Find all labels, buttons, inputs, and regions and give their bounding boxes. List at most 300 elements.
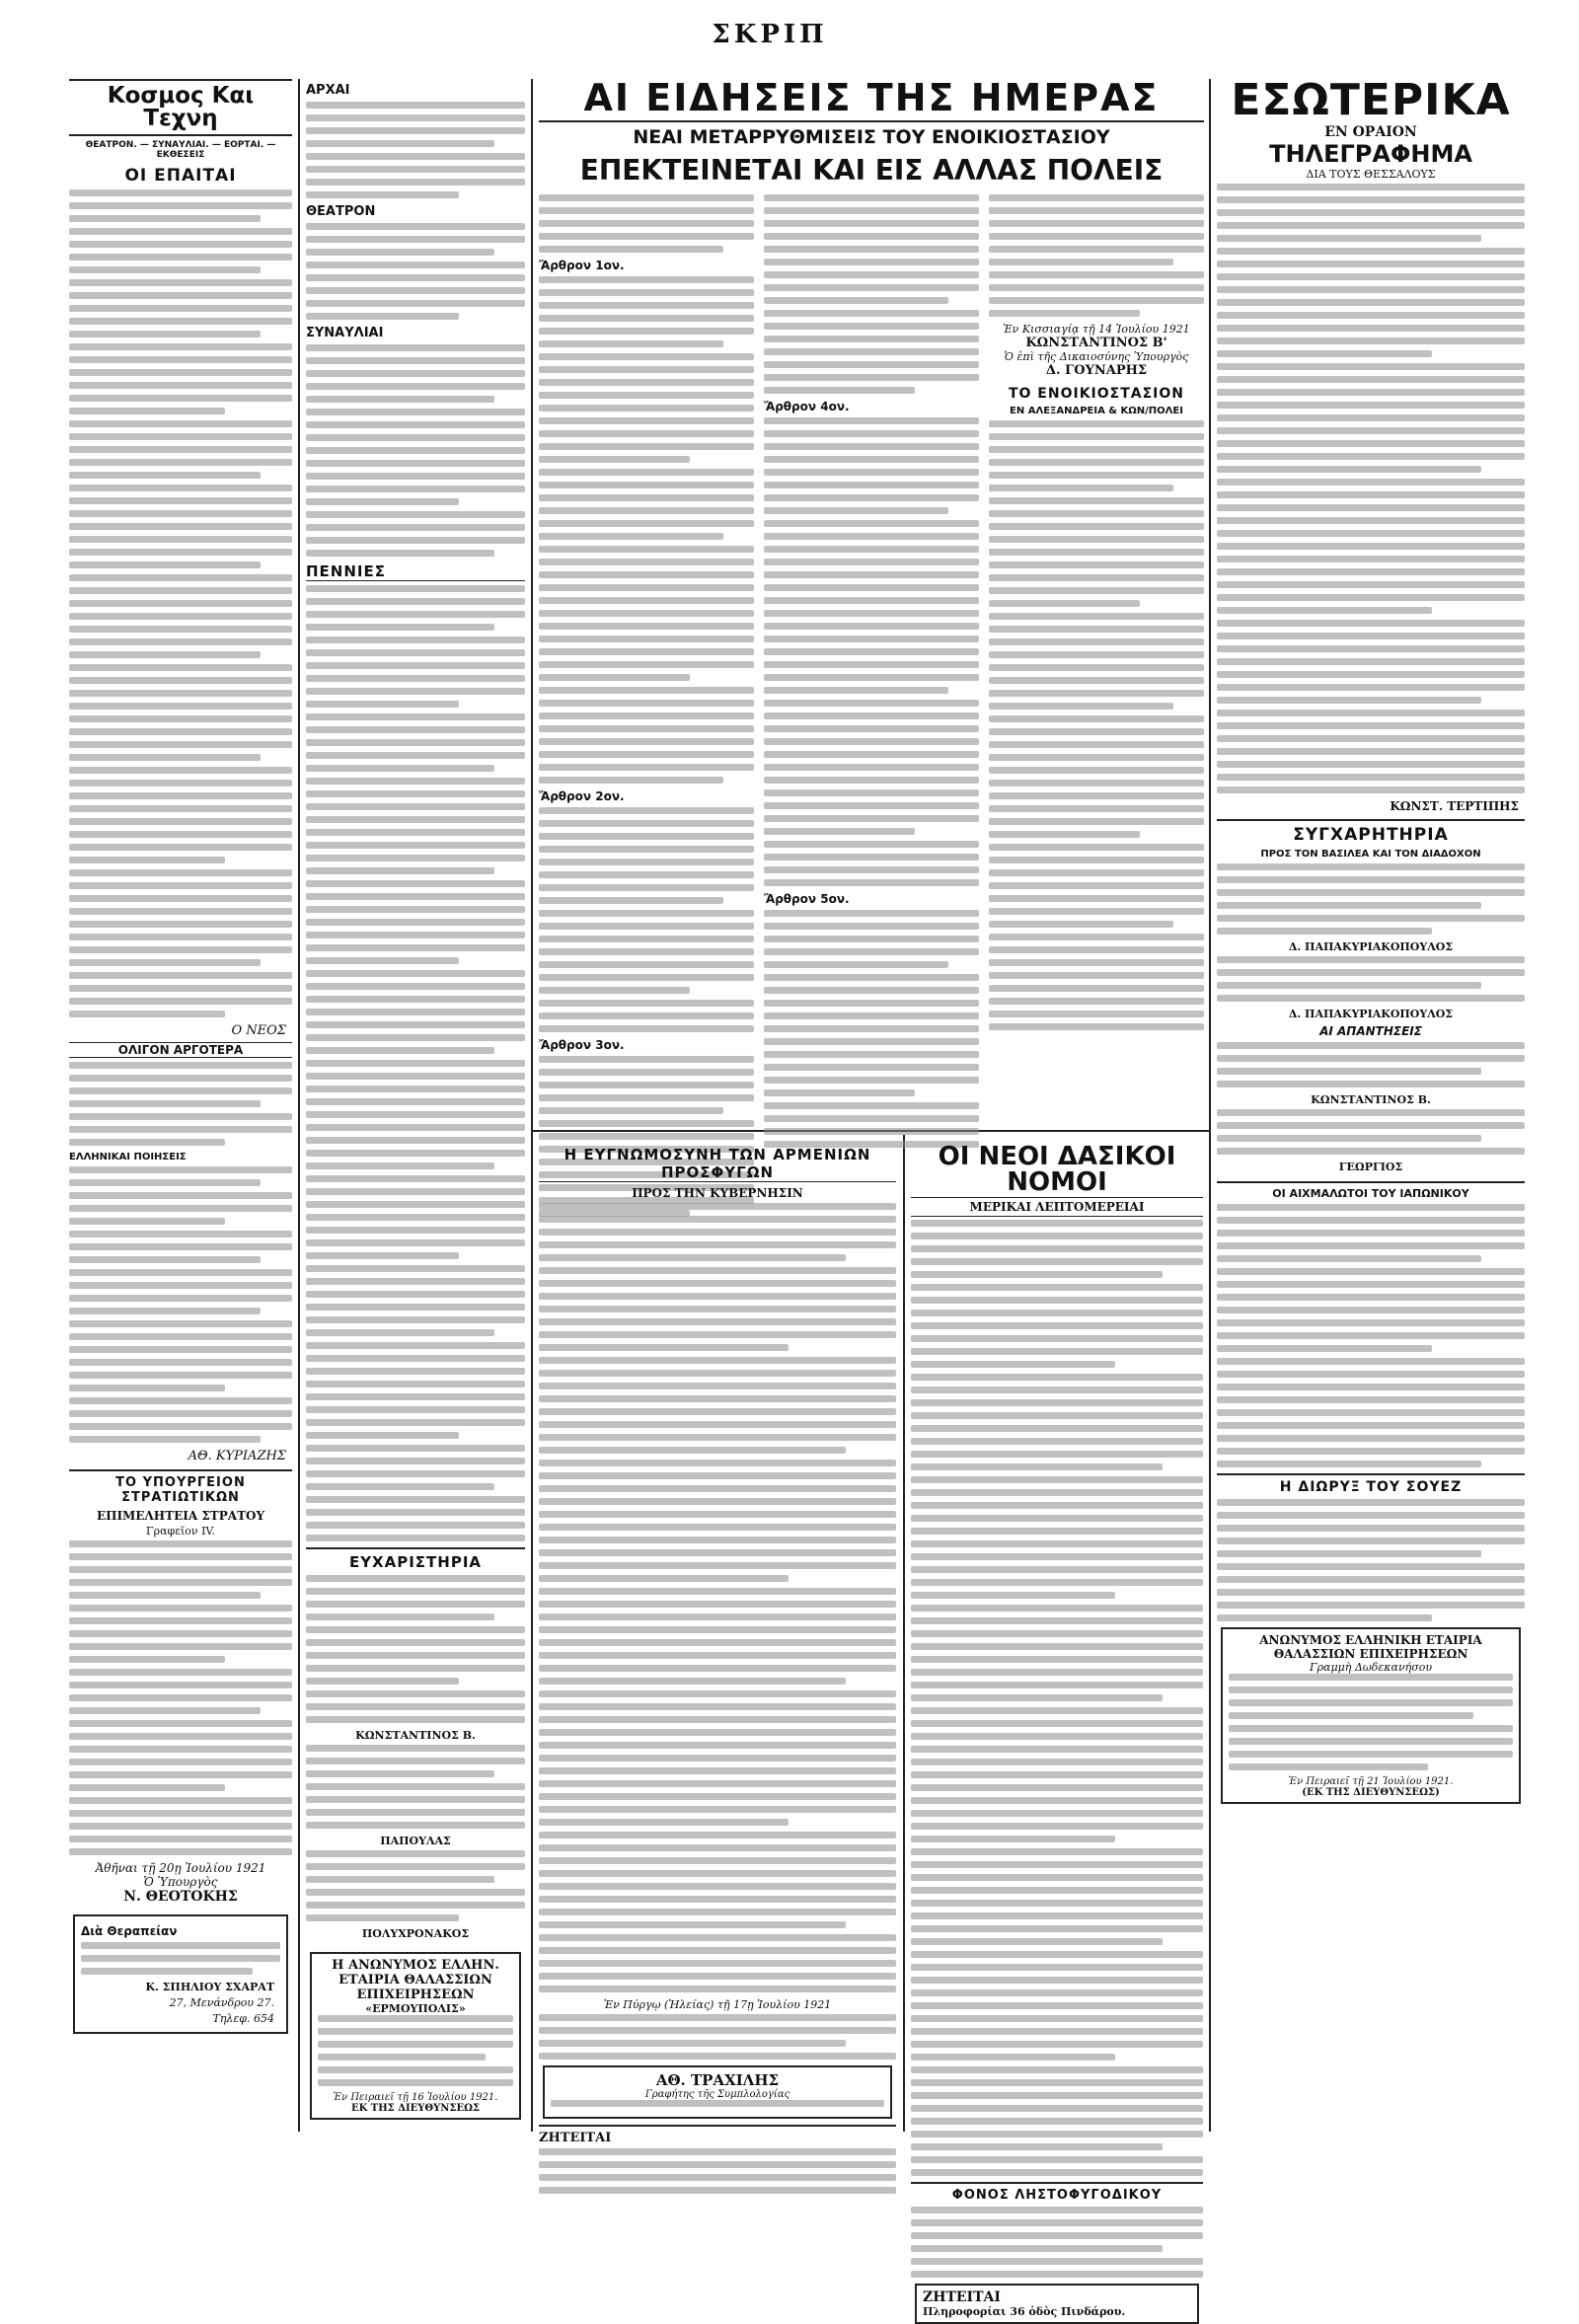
text-line (1217, 1268, 1525, 1275)
text-line (764, 597, 979, 604)
text-line (1217, 671, 1525, 678)
text-line (1217, 956, 1525, 963)
text-line (306, 524, 525, 531)
text-line (911, 2092, 1203, 2099)
text-line (306, 701, 459, 708)
text-line (989, 420, 1204, 427)
armenians-title: Η ΕΥΓΝΩΜΟΣΥΝΗ ΤΩΝ ΑΡΜΕΝΙΩΝ ΠΡΟΣΦΥΓΩΝ (539, 1146, 896, 1182)
text-line (1217, 479, 1525, 486)
text-line (911, 1964, 1203, 1971)
text-line (69, 792, 292, 799)
text-line (1217, 363, 1525, 370)
text-line (306, 1137, 525, 1144)
text-line (69, 651, 261, 658)
text-line (1217, 1230, 1525, 1237)
text-line (69, 1243, 292, 1250)
text-line (1217, 491, 1525, 498)
text-line (69, 1308, 261, 1314)
article-signature: Ο ΝΕΟΣ (231, 1023, 286, 1038)
text-line (539, 443, 754, 450)
text-line (306, 1601, 525, 1608)
text-line (911, 1861, 1203, 1868)
text-line (306, 140, 494, 147)
text-line (306, 983, 525, 990)
text-line (1217, 1081, 1525, 1087)
text-line (69, 254, 292, 261)
text-line (1217, 889, 1525, 896)
text-line (764, 936, 979, 942)
text-line (539, 1703, 896, 1710)
text-line (764, 1077, 979, 1084)
text-line (306, 511, 525, 518)
text-line (306, 1796, 525, 1803)
text-line (1217, 1499, 1525, 1506)
rent-title: ΤΟ ΕΝΟΙΚΙΟΣΤΑΣΙΟΝ (1008, 386, 1184, 402)
text-line (539, 1357, 896, 1364)
text-line (764, 636, 979, 642)
text-line (989, 310, 1140, 317)
text-line (1217, 1589, 1525, 1596)
text-line (911, 2079, 1203, 2086)
text-line (539, 859, 754, 865)
telegram-signature: ΚΩΝΣΤ. ΤΕΡΤΙΠΗΣ (1390, 799, 1519, 813)
text-line (764, 789, 979, 796)
text-line (539, 1934, 896, 1941)
text-line (306, 1613, 494, 1620)
text-line (911, 2258, 1203, 2265)
text-line (1217, 350, 1432, 357)
text-line (911, 1310, 1203, 1316)
text-line (318, 2028, 513, 2035)
text-line (69, 331, 261, 337)
text-line (764, 910, 979, 917)
text-line (911, 1515, 1203, 1522)
text-line (764, 764, 979, 771)
text-line (306, 127, 525, 134)
text-line (1217, 774, 1525, 781)
ad-heading: Διὰ Θεραπείαν (81, 1924, 178, 1938)
text-line (306, 114, 525, 121)
text-line (539, 469, 754, 476)
text-line (911, 1925, 1203, 1932)
ministry-title: ΤΟ ΥΠΟΥΡΓΕΙΟΝ ΣΤΡΑΤΙΩΤΙΚΩΝ (69, 1469, 292, 1505)
text-line (539, 1755, 896, 1762)
text-line (1217, 1422, 1525, 1429)
text-line (306, 1278, 525, 1285)
text-line (306, 357, 525, 364)
company-date: Ἐν Πειραιεῖ τῇ 16 Ἰουλίου 1921. (333, 2092, 498, 2103)
text-line (69, 369, 292, 376)
text-line (989, 497, 1204, 504)
text-line (539, 936, 754, 942)
text-line (911, 1399, 1203, 1406)
text-line (989, 985, 1204, 992)
text-line (764, 1102, 979, 1109)
text-line (539, 1318, 896, 1325)
text-line (69, 536, 292, 543)
text-line (539, 751, 754, 758)
text-line (764, 1051, 979, 1058)
text-line (1217, 466, 1481, 473)
news-subcolumn (764, 194, 979, 1223)
text-line (1217, 1319, 1525, 1326)
text-line (306, 262, 525, 268)
text-line (539, 1331, 896, 1338)
text-line (539, 1844, 896, 1851)
text-line (1217, 196, 1525, 203)
text-line (69, 215, 261, 222)
text-line (764, 866, 979, 873)
text-line (911, 2156, 1203, 2163)
text-line (306, 1863, 525, 1870)
text-line (69, 1643, 292, 1650)
text-line (69, 1771, 292, 1778)
text-line (989, 613, 1204, 620)
text-line (306, 1162, 494, 1169)
text-line (989, 844, 1204, 851)
text-line (539, 1639, 896, 1646)
ministry-office: Γραφεῖον IV. (146, 1525, 215, 1537)
text-line (764, 584, 979, 591)
congrats-signature: Δ. ΠΑΠΑΚΥΡΙΑΚΟΠΟΥΛΟΣ (1288, 1008, 1454, 1020)
text-line (539, 1370, 896, 1377)
text-line (764, 387, 915, 394)
text-line (1217, 209, 1525, 216)
text-line (1217, 1294, 1525, 1301)
text-line (764, 297, 948, 304)
text-line (1229, 1712, 1473, 1719)
text-line (539, 1383, 896, 1389)
text-line (539, 1690, 896, 1697)
text-line (911, 1258, 1203, 1265)
text-line (306, 473, 525, 480)
text-line (318, 2054, 486, 2061)
text-line (539, 807, 754, 814)
ministry-date: Ἀθῆναι τῇ 20ῃ Ἰουλίου 1921 (95, 1861, 266, 1875)
text-line (539, 777, 723, 784)
text-line (306, 1703, 525, 1710)
text-line (69, 202, 292, 209)
company-route: Γραμμὴ Δωδεκανήσου (1309, 1661, 1433, 1674)
section-header-kosmos: Κοσμος Και Τεχνη (69, 79, 292, 136)
text-line (1217, 286, 1525, 293)
poems-label: ΕΛΛΗΝΙΚΑΙ ΠΟΙΗΣΕΙΣ (69, 1152, 187, 1162)
text-line (306, 790, 525, 797)
text-line (1229, 1687, 1513, 1693)
text-line (306, 816, 525, 823)
text-line (69, 1126, 292, 1133)
text-line (539, 2161, 896, 2168)
text-line (306, 287, 525, 294)
text-line (69, 472, 261, 479)
text-line (764, 961, 948, 968)
text-line (69, 266, 261, 273)
text-line (764, 284, 979, 291)
text-line (764, 687, 948, 694)
text-line (69, 741, 292, 748)
text-line (69, 869, 292, 876)
text-line (989, 194, 1204, 201)
text-line (306, 1690, 525, 1697)
text-line (1217, 658, 1525, 665)
answers-signature: ΓΕΩΡΓΙΟΣ (1338, 1161, 1403, 1173)
text-line (306, 1902, 525, 1909)
text-line (911, 1810, 1203, 1817)
text-line (69, 1179, 261, 1186)
text-line (989, 703, 1173, 710)
text-line (306, 421, 525, 428)
text-line (911, 1759, 1203, 1765)
text-line (764, 220, 979, 227)
text-line (539, 1395, 896, 1402)
text-line (69, 1579, 292, 1586)
text-line (539, 353, 754, 360)
text-line (764, 610, 979, 617)
text-line (539, 1819, 789, 1826)
text-line (989, 1011, 1204, 1017)
text-line (989, 433, 1204, 440)
text-line (911, 1297, 1203, 1304)
section-title: ΑΡΧΑΙ (306, 83, 350, 98)
text-line (539, 725, 754, 732)
text-line (539, 1870, 896, 1877)
text-line (539, 1472, 896, 1479)
text-line (539, 712, 754, 719)
text-line (539, 1742, 896, 1749)
text-line (306, 1111, 525, 1118)
text-line (1217, 1602, 1525, 1609)
advertisement-box (73, 1914, 288, 2034)
column-rule (903, 1135, 905, 2132)
text-line (539, 379, 754, 386)
text-line (764, 802, 979, 809)
text-line (69, 664, 292, 671)
text-line (539, 520, 754, 527)
text-line (306, 1368, 525, 1375)
text-line (539, 1601, 896, 1608)
text-line (1217, 1281, 1525, 1288)
text-line (539, 482, 754, 488)
text-line (911, 1848, 1203, 1855)
decree-king: ΚΩΝΣΤΑΝΤΙΝΟΣ Β' (1025, 336, 1167, 350)
text-line (306, 1034, 525, 1041)
text-line (764, 559, 979, 565)
text-line (1217, 1204, 1525, 1211)
text-line (69, 767, 292, 774)
text-line (69, 1540, 292, 1547)
text-line (306, 1889, 525, 1896)
text-line (539, 1216, 896, 1223)
text-line (989, 549, 1204, 556)
text-line (306, 1758, 525, 1764)
text-line (69, 1617, 292, 1624)
text-line (1217, 1122, 1525, 1129)
text-line (306, 179, 525, 186)
text-line (989, 690, 1204, 697)
text-line (306, 1470, 525, 1477)
text-line (318, 2015, 513, 2022)
text-line (306, 1124, 525, 1131)
text-line (911, 1361, 1115, 1368)
text-line (911, 1630, 1203, 1637)
text-line (1217, 1371, 1525, 1378)
text-line (306, 957, 459, 964)
text-line (539, 820, 754, 827)
text-line (1217, 607, 1432, 614)
text-line (911, 1912, 1203, 1919)
text-line (539, 1973, 896, 1980)
text-line (306, 370, 525, 377)
text-line (1229, 1699, 1513, 1706)
ministry-signature: Ν. ΘΕΟΤΟΚΗΣ (123, 1889, 238, 1905)
column-rule (1209, 79, 1211, 2132)
text-line (1217, 1307, 1525, 1313)
text-line (764, 1128, 979, 1135)
text-line (989, 921, 1173, 928)
text-line (911, 2219, 1203, 2226)
text-line (539, 1626, 896, 1633)
text-line (69, 1372, 292, 1379)
text-line (764, 233, 979, 240)
text-line (306, 1483, 494, 1490)
text-line (69, 703, 292, 710)
text-line (539, 923, 754, 930)
text-line (764, 348, 979, 355)
text-line (764, 751, 979, 758)
article-title: ΟΙ ΕΠΑΙΤΑΙ (124, 166, 237, 186)
text-line (911, 2041, 1203, 2048)
text-line (911, 1694, 1163, 1701)
text-line (306, 102, 525, 109)
article-title: ΟΛΙΓΟΝ ΑΡΓΟΤΕΡΑ (69, 1042, 292, 1058)
text-line (1217, 299, 1525, 306)
text-line (69, 1733, 292, 1740)
text-line (306, 585, 525, 592)
text-line (539, 392, 754, 399)
news-subcolumn (539, 194, 754, 1223)
text-line (306, 191, 459, 198)
murder-title: ΦΟΝΟΣ ΛΗΣΤΟΦΥΓΟΔΙΚΟΥ (911, 2182, 1203, 2203)
text-line (764, 207, 979, 214)
decree-minister-role: Ὁ ἐπὶ τῆς Δικαιοσύνης Ὑπουργὸς (1004, 350, 1189, 363)
rent-subtitle: ΕΝ ΑΛΕΞΑΝΔΡΕΙΑ & ΚΩΝ/ΠΟΛΕΙ (1010, 406, 1183, 416)
masthead: ΣΚΡΙΠ (712, 20, 828, 49)
text-line (1217, 325, 1525, 332)
company-signature: (ΕΚ ΤΗΣ ΔΙΕΥΘΥΝΣΕΩΣ) (1302, 1787, 1440, 1798)
text-line (306, 1770, 494, 1777)
text-line (539, 1947, 896, 1954)
text-line (764, 469, 979, 476)
text-line (306, 829, 525, 836)
text-line (539, 1421, 896, 1428)
text-line (539, 1575, 789, 1582)
text-line (911, 1797, 1203, 1804)
article-label: Ἄρθρον 2ον. (539, 789, 625, 803)
text-line (764, 546, 979, 553)
news-columns (539, 194, 1204, 1223)
text-line (1217, 1435, 1525, 1442)
text-line (989, 284, 1204, 291)
text-line (539, 884, 754, 891)
text-line (911, 2054, 1115, 2061)
text-line (911, 1579, 1203, 1586)
text-line (1217, 1550, 1481, 1557)
text-line (539, 948, 754, 955)
text-line (1217, 1332, 1525, 1339)
text-line (69, 1707, 261, 1714)
text-line (764, 323, 979, 330)
text-line (69, 1192, 292, 1199)
text-line (69, 1759, 292, 1765)
column-rule (531, 79, 533, 2132)
text-line (539, 2027, 896, 2034)
text-line (306, 1876, 494, 1883)
text-line (306, 1239, 525, 1246)
text-line (69, 279, 292, 286)
text-line (989, 998, 1204, 1005)
text-line (69, 728, 292, 735)
text-line (1217, 273, 1525, 280)
text-line (539, 507, 754, 514)
text-line (764, 854, 979, 861)
telegram-sub3: ΔΙΑ ΤΟΥΣ ΘΕΣΣΑΛΟΥΣ (1306, 168, 1436, 181)
text-line (1217, 261, 1525, 267)
text-line (911, 1605, 1203, 1612)
text-line (539, 897, 723, 904)
text-line (69, 574, 292, 581)
text-line (1217, 876, 1525, 883)
text-line (1217, 568, 1525, 575)
text-line (306, 649, 525, 656)
text-line (1217, 594, 1525, 601)
text-line (764, 417, 979, 424)
text-line (539, 1133, 754, 1140)
text-line (989, 1023, 1204, 1030)
column-rule (298, 79, 300, 2132)
text-line (69, 1605, 292, 1612)
text-line (539, 1511, 896, 1518)
text-line (989, 869, 1204, 876)
text-line (989, 220, 1204, 227)
text-line (539, 1434, 896, 1441)
text-line (911, 1977, 1203, 1984)
text-line (69, 1139, 225, 1146)
text-line (539, 494, 754, 501)
text-line (1217, 1396, 1525, 1403)
text-line (989, 233, 1204, 240)
text-line (989, 523, 1204, 530)
text-line (69, 882, 292, 889)
text-line (306, 1009, 525, 1015)
text-line (306, 1188, 525, 1195)
text-line (764, 482, 979, 488)
text-line (69, 356, 292, 363)
text-line (306, 1098, 525, 1105)
text-line (911, 1220, 1203, 1227)
text-line (306, 803, 525, 810)
decree-minister: Δ. ΓΟΥΝΑΡΗΣ (1045, 363, 1148, 378)
text-line (306, 1316, 525, 1323)
text-line (306, 223, 525, 230)
thanks-signature: ΚΩΝΣΤΑΝΤΙΝΟΣ Β. (355, 1729, 476, 1742)
text-line (306, 1406, 525, 1413)
armenians-subtitle: ΠΡΟΣ ΤΗΝ ΚΥΒΕΡΝΗΣΙΝ (632, 1186, 803, 1200)
text-line (539, 1306, 896, 1312)
text-line (539, 1896, 896, 1903)
section-title: ΘΕΑΤΡΟΝ (306, 204, 376, 219)
text-line (306, 274, 525, 281)
text-line (539, 1056, 754, 1063)
